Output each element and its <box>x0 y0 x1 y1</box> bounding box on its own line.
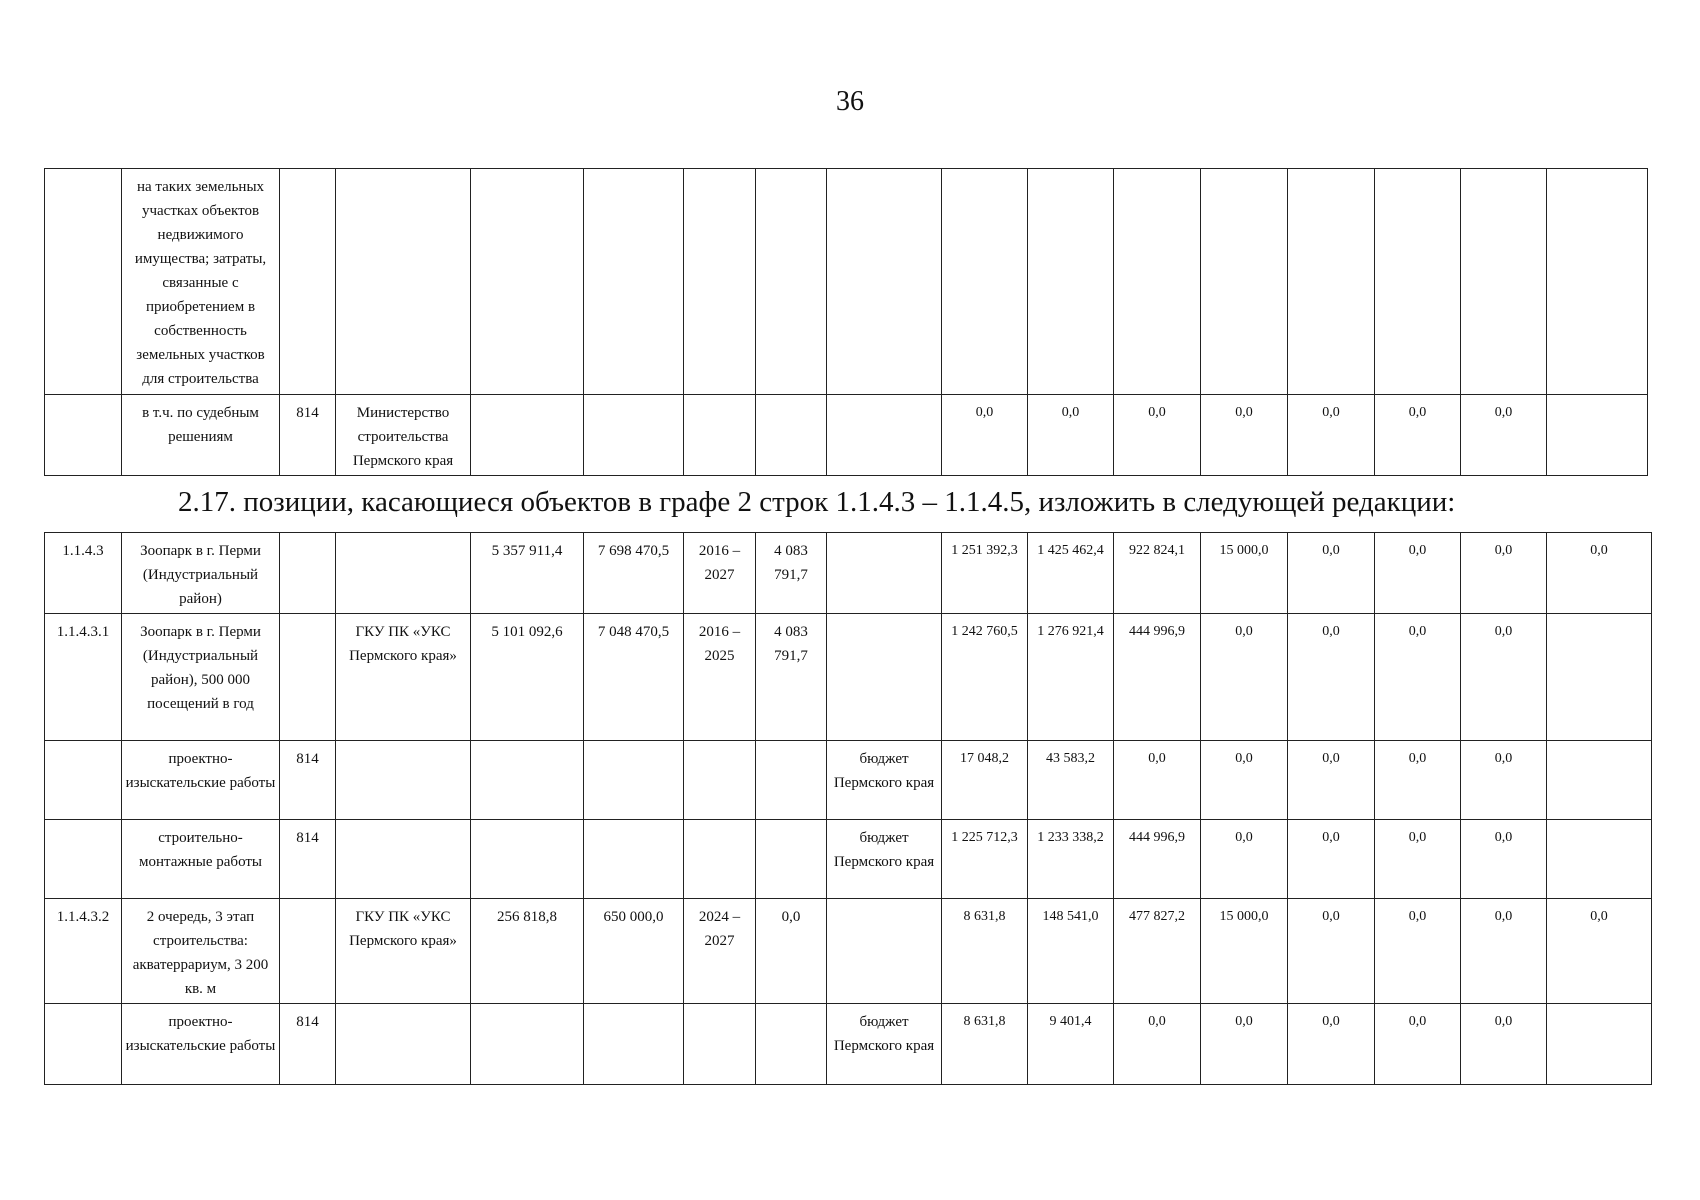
table-cell <box>1288 169 1375 395</box>
table-cell <box>1547 614 1652 741</box>
table-cell <box>280 533 336 614</box>
table-cell <box>471 1004 584 1085</box>
table-row <box>45 395 1648 476</box>
table-cell: 0,0 <box>1288 533 1375 614</box>
table-cell <box>45 741 122 820</box>
table-cell <box>827 395 942 476</box>
table-cell: 0,0 <box>1114 395 1201 476</box>
table-cell: 2016 – 2025 <box>684 614 756 741</box>
table-cell: 256 818,8 <box>471 899 584 1004</box>
table-cell <box>45 395 122 476</box>
table-cell: 43 583,2 <box>1028 741 1114 820</box>
table-cell <box>942 169 1028 395</box>
table-cell: 814 <box>280 395 336 476</box>
table-cell <box>45 169 122 395</box>
table-cell: 0,0 <box>1201 614 1288 741</box>
table-cell: 0,0 <box>1461 741 1547 820</box>
table-cell: в т.ч. по судебным решениям <box>122 395 280 476</box>
table-cell: 0,0 <box>1201 741 1288 820</box>
table-cell: 0,0 <box>1375 1004 1461 1085</box>
table-cell <box>684 169 756 395</box>
table-cell: 5 101 092,6 <box>471 614 584 741</box>
table-cell: 814 <box>280 820 336 899</box>
table-cell <box>471 820 584 899</box>
table-cell: 2016 – 2027 <box>684 533 756 614</box>
table-cell: 0,0 <box>1461 1004 1547 1085</box>
table-cell <box>1375 169 1461 395</box>
table-cell <box>280 169 336 395</box>
table-cell: 1 251 392,3 <box>942 533 1028 614</box>
table-cell: 0,0 <box>1375 741 1461 820</box>
table-cell: 0,0 <box>1375 820 1461 899</box>
table-cell: 0,0 <box>1375 614 1461 741</box>
table-cell: 1.1.4.3.2 <box>45 899 122 1004</box>
table-cell <box>1461 169 1547 395</box>
table-cell: 814 <box>280 741 336 820</box>
table-cell <box>471 169 584 395</box>
table-cell: бюджет Пермского края <box>827 1004 942 1085</box>
table-cell <box>1114 169 1201 395</box>
table-cell <box>584 741 684 820</box>
table-cell <box>756 395 827 476</box>
table-cell: 0,0 <box>1547 533 1652 614</box>
table-cell: 0,0 <box>1028 395 1114 476</box>
table-cell <box>684 741 756 820</box>
table-cell <box>827 533 942 614</box>
page-number: 36 <box>836 86 864 117</box>
table-cell: 148 541,0 <box>1028 899 1114 1004</box>
table-cell: 2 очередь, 3 этап строительства: акватеррариум, 3 200 кв. м <box>122 899 280 1004</box>
table-row <box>45 533 1652 614</box>
table-cell: бюджет Пермского края <box>827 820 942 899</box>
table-cell: 814 <box>280 1004 336 1085</box>
table-cell <box>336 533 471 614</box>
table-cell: 650 000,0 <box>584 899 684 1004</box>
table-cell <box>1547 1004 1652 1085</box>
table-cell: 8 631,8 <box>942 1004 1028 1085</box>
objects-table <box>44 532 1652 1085</box>
continuation-table <box>44 168 1648 476</box>
table-cell: 1 225 712,3 <box>942 820 1028 899</box>
table-cell: 7 048 470,5 <box>584 614 684 741</box>
table-cell: 1 425 462,4 <box>1028 533 1114 614</box>
table-cell: 0,0 <box>942 395 1028 476</box>
table-cell <box>827 899 942 1004</box>
table-cell <box>584 1004 684 1085</box>
table-cell: 1 276 921,4 <box>1028 614 1114 741</box>
table-cell <box>336 820 471 899</box>
table-cell <box>471 395 584 476</box>
table-cell: 0,0 <box>1288 395 1375 476</box>
table-cell: 0,0 <box>1288 899 1375 1004</box>
table-cell: Зоопарк в г. Перми (Индустриальный район), 500 000 посещений в год <box>122 614 280 741</box>
table-cell: 7 698 470,5 <box>584 533 684 614</box>
table-cell <box>45 820 122 899</box>
table-cell: 0,0 <box>1547 899 1652 1004</box>
table-cell: 0,0 <box>1461 614 1547 741</box>
table-cell: 5 357 911,4 <box>471 533 584 614</box>
table-cell <box>1547 169 1648 395</box>
table-cell: 4 083 791,7 <box>756 614 827 741</box>
table-cell <box>584 169 684 395</box>
table-cell: 0,0 <box>1288 820 1375 899</box>
table-cell <box>1547 820 1652 899</box>
table-cell <box>280 899 336 1004</box>
table-cell <box>756 820 827 899</box>
table-cell: на таких земельных участках объектов недвижимого имущества; затраты, связанные с приобретением в собственность земельных участков для строительства <box>122 169 280 395</box>
table-cell: проектно-изыскательские работы <box>122 1004 280 1085</box>
table-cell <box>684 820 756 899</box>
table-cell: 444 996,9 <box>1114 820 1201 899</box>
table-cell: 0,0 <box>756 899 827 1004</box>
table-cell: 922 824,1 <box>1114 533 1201 614</box>
table-cell: 0,0 <box>1201 820 1288 899</box>
table-cell: строительно-монтажные работы <box>122 820 280 899</box>
table-cell: 0,0 <box>1114 741 1201 820</box>
table-cell <box>1201 169 1288 395</box>
table-cell <box>756 169 827 395</box>
table-cell <box>45 1004 122 1085</box>
table-cell <box>756 741 827 820</box>
table-cell: Министерство строительства Пермского края <box>336 395 471 476</box>
table-row <box>45 614 1652 741</box>
table-cell <box>756 1004 827 1085</box>
table-cell: 0,0 <box>1288 741 1375 820</box>
table-cell: Зоопарк в г. Перми (Индустриальный район) <box>122 533 280 614</box>
table-row <box>45 169 1648 395</box>
table-cell: 0,0 <box>1288 614 1375 741</box>
table-cell <box>684 395 756 476</box>
table-cell <box>827 169 942 395</box>
table-cell: 0,0 <box>1375 395 1461 476</box>
table-cell: ГКУ ПК «УКС Пермского края» <box>336 899 471 1004</box>
table-cell <box>1547 741 1652 820</box>
table-cell: 1 242 760,5 <box>942 614 1028 741</box>
table-cell <box>684 1004 756 1085</box>
table-cell: 0,0 <box>1461 395 1547 476</box>
table-cell: 0,0 <box>1461 899 1547 1004</box>
table-cell: 4 083 791,7 <box>756 533 827 614</box>
table-cell: 9 401,4 <box>1028 1004 1114 1085</box>
table-cell <box>584 820 684 899</box>
table-cell: 0,0 <box>1375 533 1461 614</box>
table-row <box>45 820 1652 899</box>
table-cell: 0,0 <box>1288 1004 1375 1085</box>
table-cell: 0,0 <box>1461 820 1547 899</box>
section-heading: 2.17. позиции, касающиеся объектов в графе 2 строк 1.1.4.3 – 1.1.4.5, изложить в следующей редакции: <box>178 486 1456 518</box>
table-cell: 1 233 338,2 <box>1028 820 1114 899</box>
table-cell: 2024 – 2027 <box>684 899 756 1004</box>
table-cell <box>336 169 471 395</box>
table-cell: 0,0 <box>1201 395 1288 476</box>
table-cell <box>1547 395 1648 476</box>
table-cell: 477 827,2 <box>1114 899 1201 1004</box>
table-cell: 15 000,0 <box>1201 533 1288 614</box>
table-cell: проектно-изыскательские работы <box>122 741 280 820</box>
table-cell <box>280 614 336 741</box>
table-cell <box>827 614 942 741</box>
table-cell <box>584 395 684 476</box>
table-row <box>45 741 1652 820</box>
table-cell: 1.1.4.3.1 <box>45 614 122 741</box>
table-row <box>45 1004 1652 1085</box>
table-cell: 15 000,0 <box>1201 899 1288 1004</box>
table-cell <box>336 741 471 820</box>
table-cell: 17 048,2 <box>942 741 1028 820</box>
table-cell: 1.1.4.3 <box>45 533 122 614</box>
table-cell: 8 631,8 <box>942 899 1028 1004</box>
table-cell <box>471 741 584 820</box>
table-cell: 0,0 <box>1375 899 1461 1004</box>
table-cell: бюджет Пермского края <box>827 741 942 820</box>
table-row <box>45 899 1652 1004</box>
table-cell: 0,0 <box>1114 1004 1201 1085</box>
table-cell <box>1028 169 1114 395</box>
table-cell: 0,0 <box>1201 1004 1288 1085</box>
table-cell: 444 996,9 <box>1114 614 1201 741</box>
table-cell: 0,0 <box>1461 533 1547 614</box>
table-cell <box>336 1004 471 1085</box>
table-cell: ГКУ ПК «УКС Пермского края» <box>336 614 471 741</box>
